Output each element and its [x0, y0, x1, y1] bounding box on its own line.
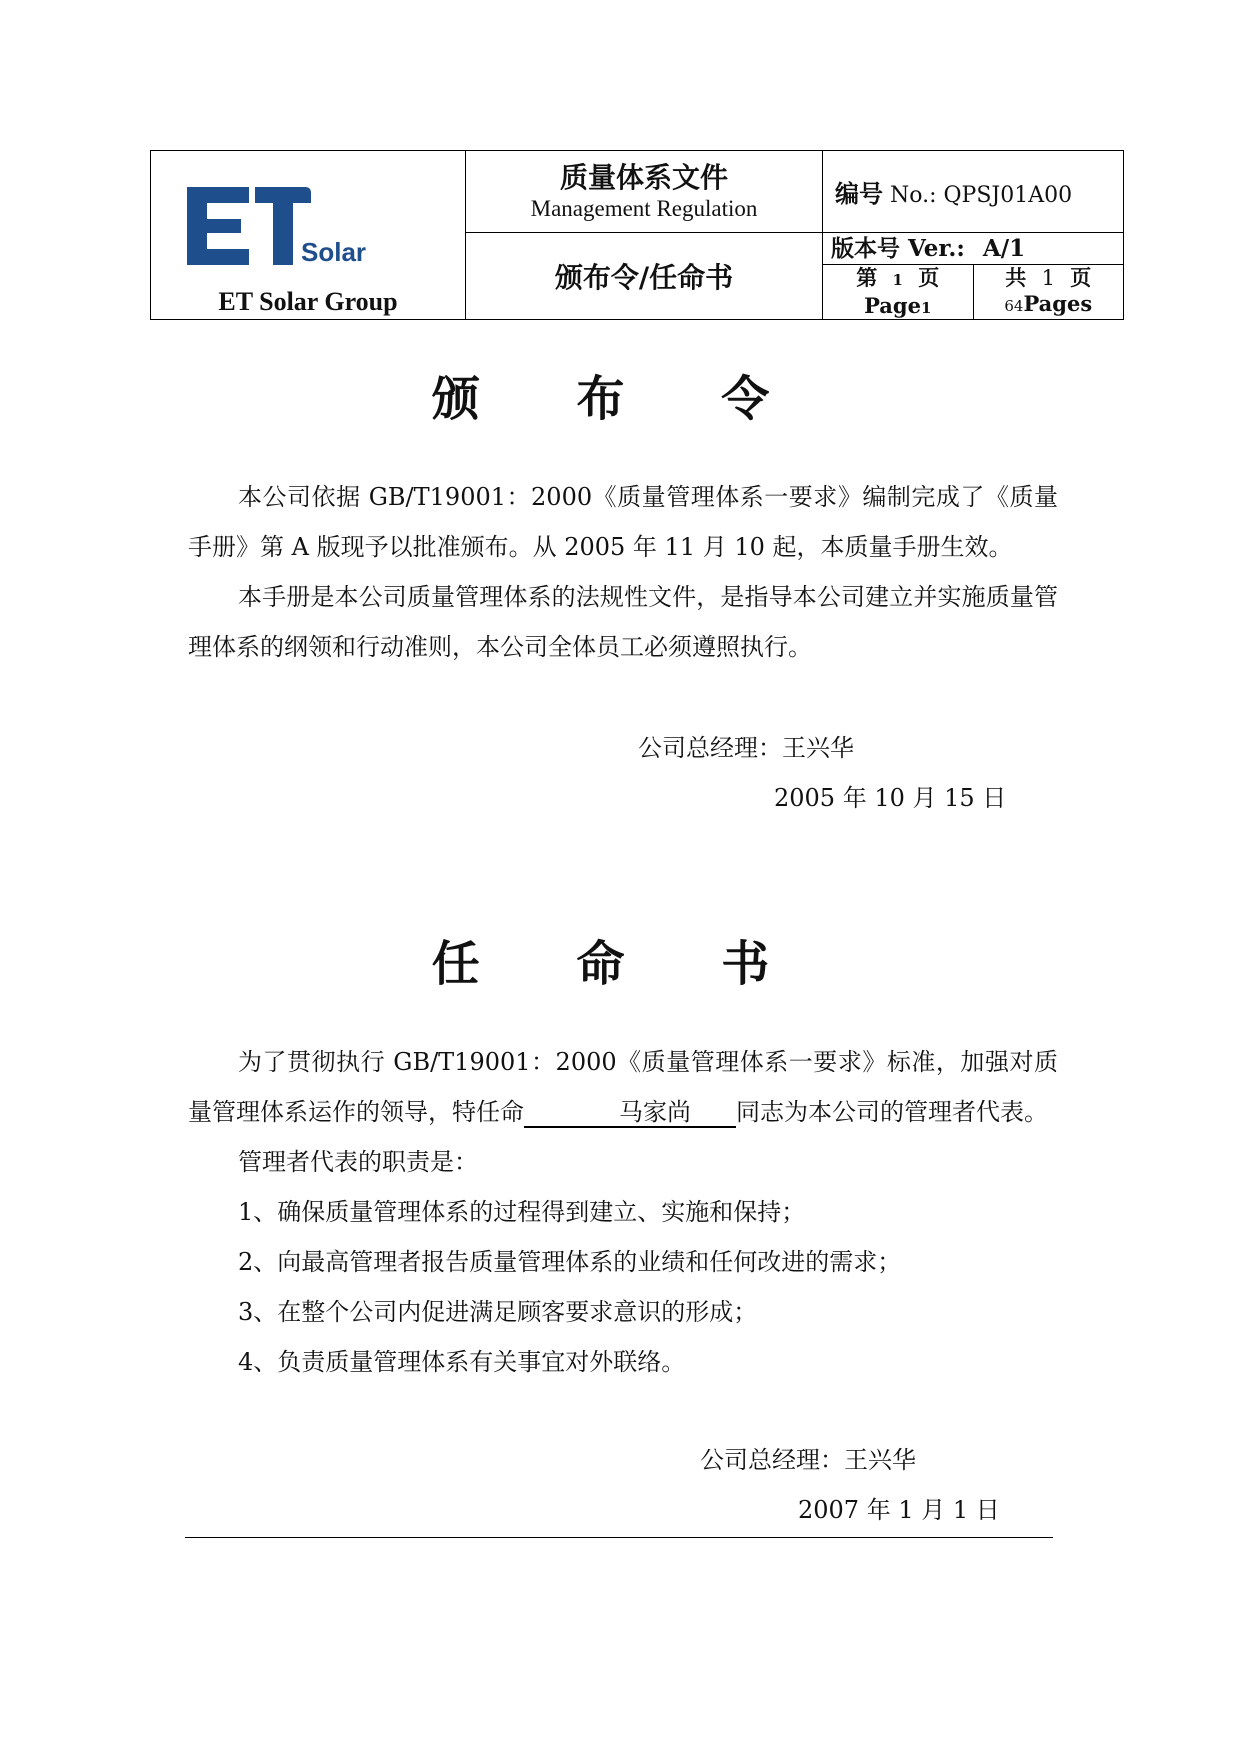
- duty-item: 1、确保质量管理体系的过程得到建立、实施和保持；: [238, 1198, 806, 1226]
- appointee-name: 马家尚: [524, 1098, 736, 1128]
- promulgation-signer: 公司总经理：王兴华: [638, 734, 854, 762]
- page-info: [823, 265, 1123, 319]
- doc-number-value: No.: QPSJ01A00: [890, 183, 1073, 208]
- doc-type-en: Management Regulation: [530, 195, 758, 221]
- doc-type-cell: [466, 151, 823, 233]
- et-solar-logo: [181, 179, 367, 275]
- promulgation-date: 2005 年 10 月 15 日: [774, 784, 1007, 812]
- version-value: A/1: [982, 234, 1026, 262]
- appointment-signer: 公司总经理：王兴华: [700, 1446, 916, 1474]
- version-label: 版本号 Ver.:: [831, 234, 965, 262]
- appointment-text-b: 同志为本公司的管理者代表。: [736, 1098, 1048, 1126]
- doc-number-label: 编号: [835, 179, 883, 208]
- total-cn-suffix: 页: [1070, 264, 1092, 290]
- promulgation-para-1: 本公司依据 GB/T19001：2000《质量管理体系一要求》编制完成了《质量手册》第 A 版现予以批准颁布。从 2005 年 11 月 10 起，本质量手册生效。: [188, 483, 1058, 561]
- page-total: [974, 265, 1124, 319]
- version-line: [823, 234, 1123, 265]
- appointment-title: 任 命 书: [431, 936, 810, 992]
- doc-title-cell: [466, 233, 823, 320]
- promulgation-para-2: 本手册是本公司质量管理体系的法规性文件，是指导本公司建立并实施质量管理体系的纲领和行动准则，本公司全体员工必须遵照执行。: [188, 583, 1058, 661]
- page-current: [823, 265, 974, 319]
- page-cn-suffix: 页: [918, 264, 940, 290]
- appointment-para-1: [188, 1037, 1058, 1137]
- duty-item: 2、向最高管理者报告质量管理体系的业绩和任何改进的需求；: [238, 1248, 902, 1276]
- footer-rule: [185, 1537, 1053, 1538]
- doc-type-cn: 质量体系文件: [559, 160, 728, 194]
- total-num: 1: [1041, 265, 1055, 290]
- doc-number: [823, 174, 1123, 209]
- page-cn-prefix: 第: [856, 264, 878, 290]
- doc-title: 颁布令/任命书: [554, 261, 734, 294]
- duty-item: 4、负责质量管理体系有关事宜对外联络。: [238, 1348, 686, 1376]
- duty-item: 3、在整个公司内促进满足顾客要求意识的形成；: [238, 1298, 758, 1326]
- company-name: ET Solar Group: [218, 287, 398, 316]
- promulgation-title: 颁 布 令: [431, 371, 810, 427]
- page-num: 1: [892, 270, 903, 289]
- version-page-cell: [823, 233, 1124, 320]
- total-en: Pages: [1023, 290, 1093, 316]
- page-en-num: 1: [920, 298, 932, 317]
- total-en-num: 64: [1004, 296, 1024, 315]
- appointment-text-a: 为了贯彻执行 GB/T19001：2000《质量管理体系一要求》标准，加强对质量管理体系运作的领导，特任命: [188, 1048, 1058, 1126]
- page-en: Page: [864, 292, 921, 318]
- doc-number-cell: [823, 151, 1124, 233]
- document-header: [150, 150, 1124, 320]
- logo-solar-text: Solar: [301, 237, 367, 267]
- logo-cell: [151, 151, 466, 320]
- total-cn-prefix: 共: [1005, 264, 1027, 290]
- appointment-date: 2007 年 1 月 1 日: [798, 1496, 1000, 1524]
- duties-heading: 管理者代表的职责是：: [238, 1148, 478, 1176]
